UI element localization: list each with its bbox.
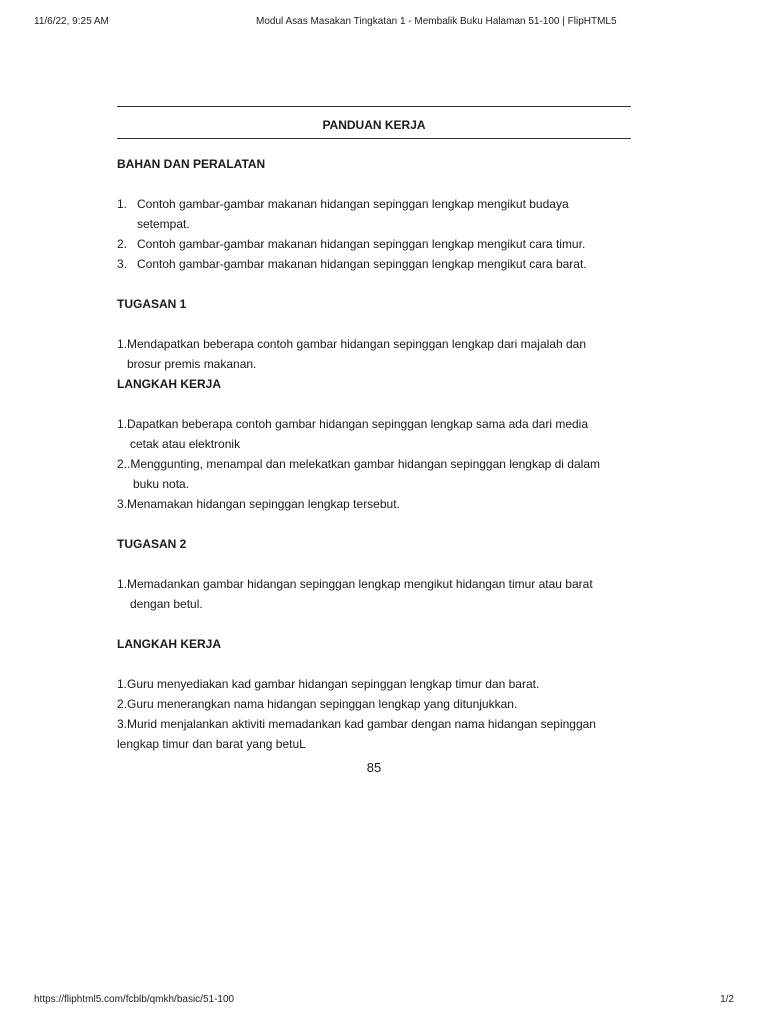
langkah1-line: buku nota.	[133, 477, 190, 491]
tugasan2-line: dengan betul.	[130, 597, 203, 611]
langkah1-line: 2..Menggunting, menampal dan melekatkan gambar hidangan sepinggan lengkap di dalam	[117, 457, 600, 471]
tugasan2-heading: TUGASAN 2	[117, 537, 187, 551]
bahan-item-text: Contoh gambar-gambar makanan hidangan sepinggan lengkap mengikut budaya	[137, 197, 569, 211]
print-timestamp: 11/6/22, 9:25 AM	[34, 16, 109, 27]
langkah1-heading: LANGKAH KERJA	[117, 377, 222, 391]
print-footer	[34, 994, 734, 1008]
langkah2-line: 2.Guru menerangkan nama hidangan sepinggan lengkap yang ditunjukkan.	[117, 697, 518, 711]
bahan-item-number: 2.	[117, 237, 128, 251]
bahan-item-number: 1.	[117, 197, 128, 211]
print-page-count: 1/2	[720, 994, 734, 1005]
bahan-item	[117, 194, 631, 214]
bahan-item-text: Contoh gambar-gambar makanan hidangan sepinggan lengkap mengikut cara timur.	[137, 237, 586, 251]
bahan-item-continuation	[117, 214, 631, 234]
tugasan1-line: 1.Mendapatkan beberapa contoh gambar hidangan sepinggan lengkap dari majalah dan	[117, 337, 587, 351]
bahan-item	[117, 234, 631, 254]
doc-title: PANDUAN KERJA	[322, 118, 426, 132]
bahan-item-text: Contoh gambar-gambar makanan hidangan sepinggan lengkap mengikut cara barat.	[137, 257, 587, 271]
print-page-title: Modul Asas Masakan Tingkatan 1 - Membalik Buku Halaman 51-100 | FlipHTML5	[256, 16, 617, 27]
bahan-heading: BAHAN DAN PERALATAN	[117, 157, 266, 171]
langkah1-line: 1.Dapatkan beberapa contoh gambar hidangan sepinggan lengkap sama ada dari media	[117, 417, 589, 431]
tugasan1-heading: TUGASAN 1	[117, 297, 187, 311]
langkah2-line: lengkap timur dan barat yang betuL	[117, 737, 306, 751]
tugasan1-line: brosur premis makanan.	[127, 357, 257, 371]
document-page	[117, 106, 631, 778]
bahan-item-number: 3.	[117, 257, 128, 271]
langkah1-line: cetak atau elektronik	[130, 437, 241, 451]
langkah2-line: 3.Murid menjalankan aktiviti memadankan kad gambar dengan nama hidangan sepinggan	[117, 717, 596, 731]
langkah1-line: 3.Menamakan hidangan sepinggan lengkap tersebut.	[117, 497, 400, 511]
tugasan2-line: 1.Memadankan gambar hidangan sepinggan lengkap mengikut hidangan timur atau barat	[117, 577, 593, 591]
bahan-item-text: setempat.	[137, 217, 190, 231]
langkah2-line: 1.Guru menyediakan kad gambar hidangan sepinggan lengkap timur dan barat.	[117, 677, 540, 691]
print-header	[34, 16, 734, 30]
langkah2-heading: LANGKAH KERJA	[117, 637, 222, 651]
print-url: https://fliphtml5.com/fcblb/qmkh/basic/51-100	[34, 994, 235, 1005]
page-number: 85	[366, 760, 382, 775]
bahan-item	[117, 254, 631, 274]
